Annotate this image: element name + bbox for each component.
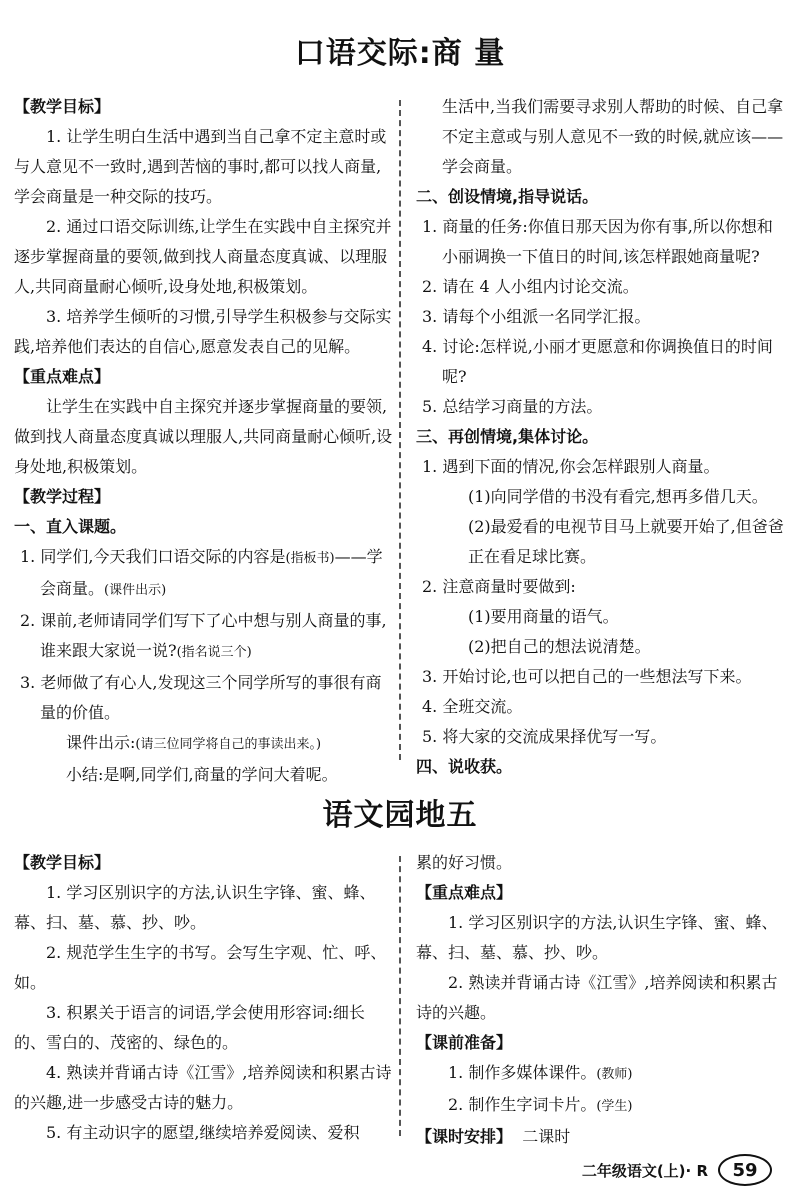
key-item: 2. 熟读并背诵古诗《江雪》,培养阅读和积累古诗的兴趣。 xyxy=(416,973,778,1022)
section-title-chinese-garden: 语文园地五 xyxy=(322,798,478,833)
heading-teaching-goals: 【教学目标】 xyxy=(14,853,111,872)
column-divider xyxy=(399,100,401,760)
key-points-text: 让学生在实践中自主探究并逐步掌握商量的要领,做到找人商量态度真诚以理服人,共同商量耐心倾听,设身处地,积极策划。 xyxy=(14,397,393,476)
step-note: (指名说三个) xyxy=(176,645,252,660)
book-label: 二年级语文(上)· R xyxy=(581,1161,708,1180)
schedule-line xyxy=(416,1122,786,1152)
goal-item: 3. 培养学生倾听的习惯,引导学生积极参与交际实践,培养他们表达的自信心,愿意发表自己的见解。 xyxy=(14,307,392,356)
step-text: 2. 课前,老师请同学们写下了心中想与别人商量的事,谁来跟大家说一说? xyxy=(20,611,387,660)
sub-item: (2)把自己的想法说清楚。 xyxy=(468,637,651,656)
prep-item xyxy=(416,1090,786,1122)
step-item: 3. 老师做了有心人,发现这三个同学所写的事很有商量的价值。 xyxy=(20,673,382,722)
step-item xyxy=(14,542,394,606)
step-note: (请三位同学将自己的事读出来。) xyxy=(135,737,322,752)
step-item: 1. 遇到下面的情况,你会怎样跟别人商量。 xyxy=(422,457,720,476)
step-note: (课件出示) xyxy=(104,583,167,598)
page-footer xyxy=(582,1150,772,1190)
prep-text: 1. 制作多媒体课件。 xyxy=(448,1063,597,1082)
section-title-oral: 口语交际:商 量 xyxy=(294,36,506,71)
goal-item: 1. 学习区别识字的方法,认识生字锋、蜜、蜂、幕、扫、墓、慕、抄、吵。 xyxy=(14,883,376,932)
key-item: 1. 学习区别识字的方法,认识生字锋、蜜、蜂、幕、扫、墓、慕、抄、吵。 xyxy=(416,913,778,962)
sub-item: (1)向同学借的书没有看完,想再多借几天。 xyxy=(468,487,768,506)
prep-note: (教师) xyxy=(596,1067,633,1082)
step-item: 1. 商量的任务:你值日那天因为你有事,所以你想和小丽调换一下值日的时间,该怎样跟她商量呢? xyxy=(422,217,773,266)
section2-right-column xyxy=(416,848,786,1152)
courseware-line xyxy=(14,728,394,760)
continued-text: 生活中,当我们需要寻求别人帮助的时候、自己拿不定主意或与别人意见不一致的时候,就应该——学会商量。 xyxy=(442,97,784,176)
step-heading: 二、创设情境,指导说话。 xyxy=(416,187,599,206)
schedule-value: 二课时 xyxy=(522,1127,571,1146)
step-item: 2. 注意商量时要做到: xyxy=(422,577,576,596)
heading-schedule: 【课时安排】 xyxy=(416,1127,513,1146)
step-text: 课件出示: xyxy=(66,733,136,752)
goal-item: 4. 熟读并背诵古诗《江雪》,培养阅读和积累古诗的兴趣,进一步感受古诗的魅力。 xyxy=(14,1063,392,1112)
page-number: 59 xyxy=(732,1159,758,1181)
goal-item: 2. 通过口语交际训练,让学生在实践中自主探究并逐步掌握商量的要领,做到找人商量态度真诚、以理服人,共同商量耐心倾听,设身处地,积极策划。 xyxy=(14,217,392,296)
heading-key-points: 【重点难点】 xyxy=(416,883,513,902)
continued-text: 累的好习惯。 xyxy=(416,853,513,872)
heading-teaching-process: 【教学过程】 xyxy=(14,487,111,506)
summary-line: 小结:是啊,同学们,商量的学问大着呢。 xyxy=(66,765,338,784)
sub-item: (1)要用商量的语气。 xyxy=(468,607,619,626)
heading-key-points: 【重点难点】 xyxy=(14,367,111,386)
section2-left-column xyxy=(14,848,394,1148)
goal-item: 2. 规范学生生字的书写。会写生字观、忙、呼、如。 xyxy=(14,943,387,992)
prep-note: (学生) xyxy=(596,1099,633,1114)
step-item: 3. 开始讨论,也可以把自己的一些想法写下来。 xyxy=(422,667,752,686)
goal-item: 1. 让学生明白生活中遇到当自己拿不定主意时或与人意见不一致时,遇到苦恼的事时,都可以找人商量,学会商量是一种交际的技巧。 xyxy=(14,127,387,206)
section1-left-column xyxy=(14,92,394,790)
sub-item: (2)最爱看的电视节目马上就要开始了,但爸爸正在看足球比赛。 xyxy=(468,517,784,566)
step-item xyxy=(14,606,394,668)
prep-text: 2. 制作生字词卡片。 xyxy=(448,1095,597,1114)
step-item: 5. 总结学习商量的方法。 xyxy=(422,397,603,416)
step-heading: 三、再创情境,集体讨论。 xyxy=(416,427,599,446)
step-text: 1. 同学们,今天我们口语交际的内容是 xyxy=(20,547,286,566)
page-number-badge xyxy=(718,1154,772,1186)
goal-item: 5. 有主动识字的愿望,继续培养爱阅读、爱积 xyxy=(46,1123,360,1142)
step-item: 3. 请每个小组派一名同学汇报。 xyxy=(422,307,651,326)
step-item: 4. 讨论:怎样说,小丽才更愿意和你调换值日的时间呢? xyxy=(422,337,773,386)
goal-item: 3. 积累关于语言的词语,学会使用形容词:细长的、雪白的、茂密的、绿色的。 xyxy=(14,1003,365,1052)
step-item: 5. 将大家的交流成果择优写一写。 xyxy=(422,727,667,746)
step-note: (指板书) xyxy=(285,551,335,566)
step-text: ——学会商量。 xyxy=(40,547,383,598)
step-item: 2. 请在 4 人小组内讨论交流。 xyxy=(422,277,639,296)
step-heading: 四、说收获。 xyxy=(416,757,513,776)
prep-item xyxy=(416,1058,786,1090)
column-divider xyxy=(399,856,401,1136)
heading-teaching-goals: 【教学目标】 xyxy=(14,97,111,116)
step-heading: 一、直入课题。 xyxy=(14,517,127,536)
section1-right-column xyxy=(416,92,786,782)
step-item: 4. 全班交流。 xyxy=(422,697,523,716)
heading-preparation: 【课前准备】 xyxy=(416,1033,513,1052)
